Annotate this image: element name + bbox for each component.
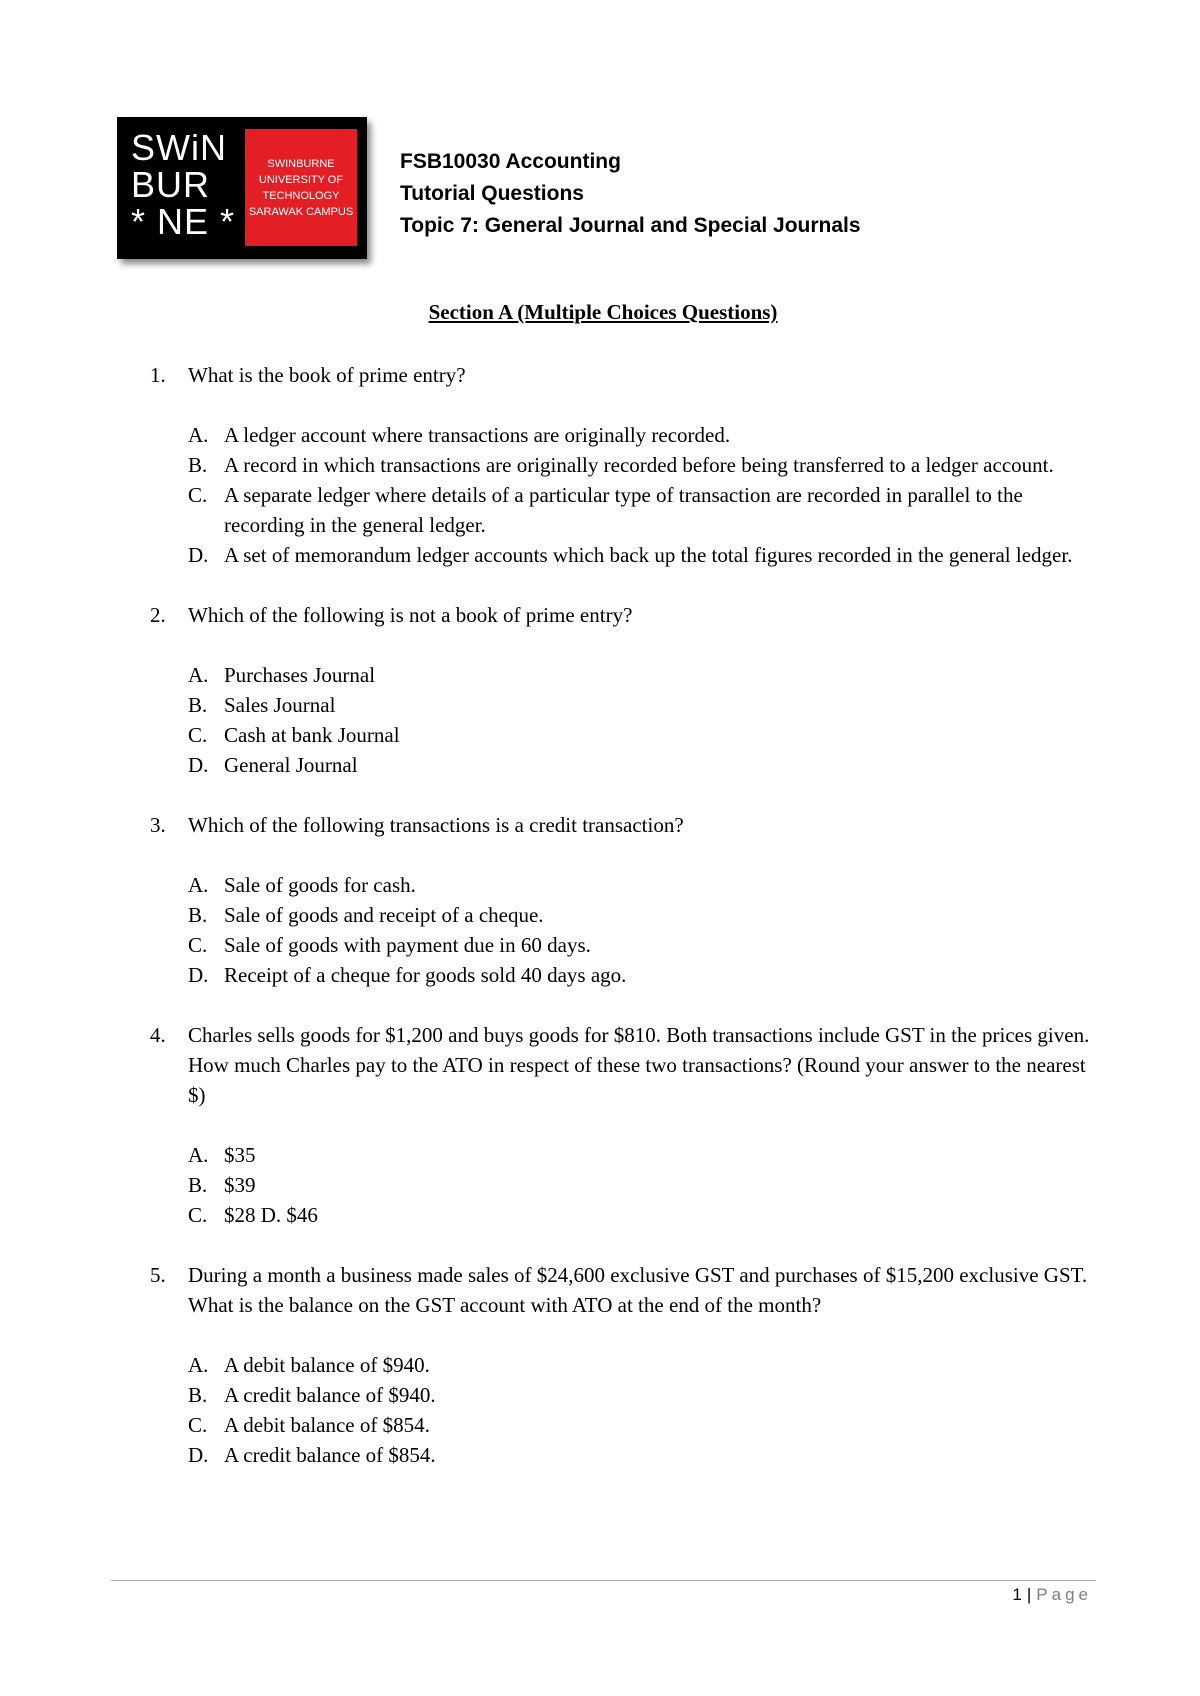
- question: [150, 810, 1100, 990]
- option: [188, 540, 1100, 570]
- option-letter: C.: [188, 933, 208, 957]
- option-text: $35: [224, 1143, 256, 1167]
- option: [188, 660, 1100, 690]
- question-number: 5.: [150, 1263, 166, 1287]
- option-text: A credit balance of $940.: [224, 1383, 436, 1407]
- logo-letters-line: * NE *: [131, 201, 236, 242]
- question-text: Which of the following transactions is a credit transaction?: [188, 813, 684, 837]
- option-text: General Journal: [224, 753, 358, 777]
- option: [188, 720, 1100, 750]
- logo-letters-line: SWiN: [131, 127, 227, 168]
- question: [150, 600, 1100, 780]
- logo-panel-line: TECHNOLOGY: [262, 189, 340, 202]
- option: [188, 1410, 1100, 1440]
- option: [188, 420, 1100, 450]
- option: [188, 930, 1100, 960]
- topic-title: Topic 7: General Journal and Special Journals: [400, 214, 861, 237]
- option-letter: A.: [188, 663, 209, 687]
- option: [188, 960, 1100, 990]
- logo-panel-line: SWINBURNE: [267, 157, 335, 170]
- option-letter: C.: [188, 483, 208, 507]
- question-text: Which of the following is not a book of prime entry?: [188, 603, 633, 627]
- option: [188, 1440, 1100, 1470]
- option-text: Receipt of a cheque for goods sold 40 days ago.: [224, 963, 627, 987]
- option-text: Sale of goods and receipt of a cheque.: [224, 903, 544, 927]
- option: [188, 1140, 1100, 1170]
- option-letter: D.: [188, 753, 209, 777]
- option-letter: A.: [188, 423, 209, 447]
- option-list: [150, 420, 1100, 570]
- logo-panel-line: SARAWAK CAMPUS: [248, 205, 354, 218]
- page-label: Page: [1036, 1585, 1092, 1604]
- document-header: [400, 146, 861, 242]
- option-letter: A.: [188, 1353, 209, 1377]
- option-text: A separate ledger where details of a particular type of transaction are recorded in parallel to the recording in the general ledger.: [224, 483, 1023, 537]
- option-list: [150, 870, 1100, 990]
- question-number: 1.: [150, 363, 166, 387]
- option-list: [150, 660, 1100, 780]
- option-letter: C.: [188, 1413, 208, 1437]
- option-letter: C.: [188, 1203, 208, 1227]
- page-footer: [1012, 1585, 1092, 1605]
- footer-separator: |: [1026, 1585, 1032, 1604]
- option: [188, 1170, 1100, 1200]
- option-letter: B.: [188, 1173, 208, 1197]
- section-title: Section A (Multiple Choices Questions): [428, 300, 778, 324]
- page-number: 1: [1012, 1585, 1022, 1604]
- question-text: What is the book of prime entry?: [188, 363, 466, 387]
- option-letter: B.: [188, 1383, 208, 1407]
- logo-wordmark: [131, 129, 241, 240]
- option-text: Cash at bank Journal: [224, 723, 400, 747]
- question-number: 3.: [150, 813, 166, 837]
- option-letter: B.: [188, 453, 208, 477]
- option-text: A set of memorandum ledger accounts which back up the total figures recorded in the general ledger.: [224, 543, 1073, 567]
- option-text: $39: [224, 1173, 256, 1197]
- question-text: Charles sells goods for $1,200 and buys goods for $810. Both transactions include GST in the prices given. How much Charles pay to the ATO in respect of these two transactions? (Round your answer to the nearest $): [188, 1023, 1090, 1107]
- course-title: FSB10030 Accounting: [400, 150, 621, 173]
- option-text: A credit balance of $854.: [224, 1443, 436, 1467]
- option: [188, 690, 1100, 720]
- option: [188, 1350, 1100, 1380]
- option-text: Sale of goods with payment due in 60 days.: [224, 933, 591, 957]
- question: [150, 1020, 1100, 1230]
- swinburne-logo: [117, 117, 367, 259]
- option-text: $28 D. $46: [224, 1203, 318, 1227]
- question-list: [150, 360, 1100, 1500]
- option-text: Sales Journal: [224, 693, 336, 717]
- question-number: 4.: [150, 1023, 166, 1047]
- option-letter: B.: [188, 903, 208, 927]
- option: [188, 750, 1100, 780]
- footer-divider: [111, 1580, 1096, 1581]
- option: [188, 1200, 1100, 1230]
- question: [150, 360, 1100, 570]
- question-text: During a month a business made sales of $24,600 exclusive GST and purchases of $15,200 exclusive GST. What is the balance on the GST account with ATO at the end of the month?: [188, 1263, 1088, 1317]
- option: [188, 1380, 1100, 1410]
- option-letter: D.: [188, 1443, 209, 1467]
- option-letter: D.: [188, 543, 209, 567]
- option-letter: A.: [188, 1143, 209, 1167]
- option: [188, 480, 1100, 540]
- option: [188, 900, 1100, 930]
- option-text: A debit balance of $854.: [224, 1413, 430, 1437]
- option-text: Purchases Journal: [224, 663, 376, 687]
- option-text: A ledger account where transactions are originally recorded.: [224, 423, 731, 447]
- option-list: [150, 1350, 1100, 1470]
- option: [188, 450, 1100, 480]
- logo-letters-line: BUR: [131, 164, 211, 205]
- logo-red-panel: [245, 129, 357, 246]
- option-letter: D.: [188, 963, 209, 987]
- option-text: Sale of goods for cash.: [224, 873, 416, 897]
- option-letter: A.: [188, 873, 209, 897]
- question-number: 2.: [150, 603, 166, 627]
- option-letter: C.: [188, 723, 208, 747]
- option-text: A record in which transactions are originally recorded before being transferred to a ledger account.: [224, 453, 1054, 477]
- logo-panel-line: UNIVERSITY OF: [258, 173, 344, 186]
- option-letter: B.: [188, 693, 208, 717]
- option-text: A debit balance of $940.: [224, 1353, 430, 1377]
- option: [188, 870, 1100, 900]
- option-list: [150, 1140, 1100, 1230]
- document-subtitle: Tutorial Questions: [400, 182, 584, 205]
- question: [150, 1260, 1100, 1470]
